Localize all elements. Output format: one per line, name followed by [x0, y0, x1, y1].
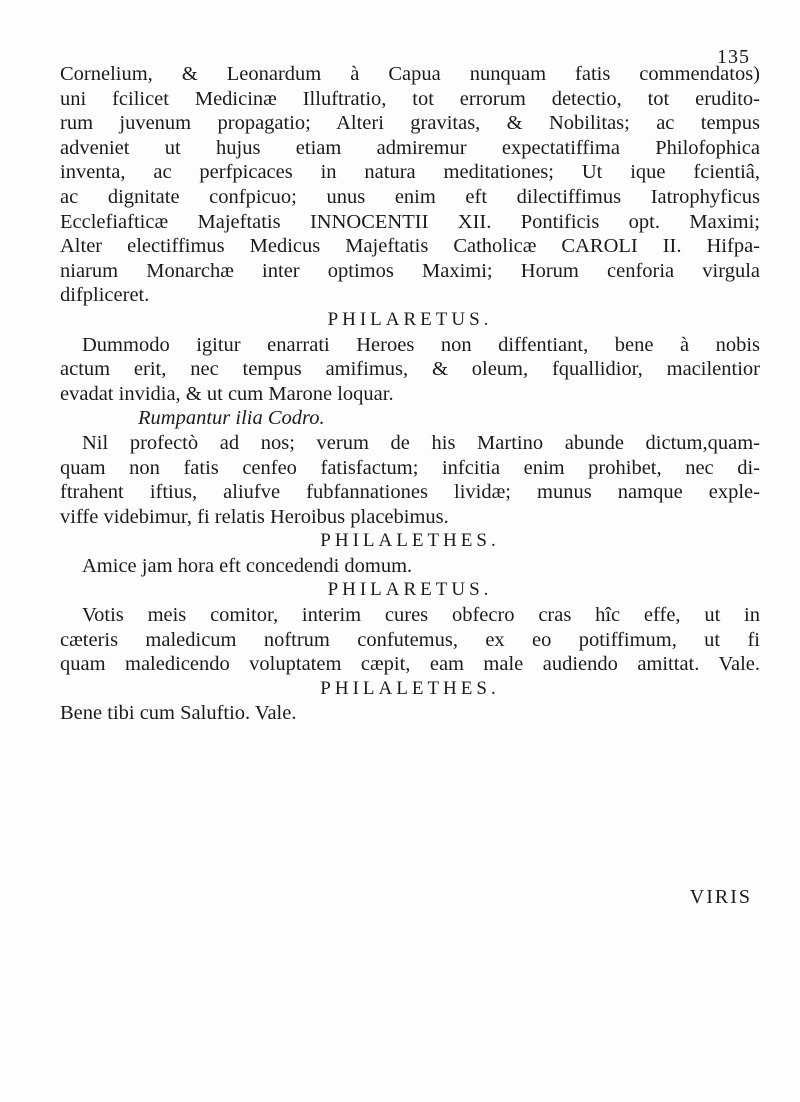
- text-line: adveniet ut hujus etiam admiremur expectatiffima Philofophica: [60, 136, 760, 159]
- text-line: ac dignitate confpicuo; unus enim eft dilectiffimus Iatrophyficus: [60, 185, 760, 208]
- text-line: evadat invidia, & ut cum Marone loquar.: [60, 382, 394, 405]
- body-text: [60, 62, 760, 726]
- catchword: VIRIS: [689, 886, 752, 908]
- text-line: inventa, ac perfpicaces in natura meditationes; Ut ique fcientiâ,: [60, 161, 760, 184]
- text-line: Cornelium, & Leonardum à Capua nunquam fatis commendatos): [60, 63, 760, 85]
- text-line: rum juvenum propagatio; Alteri gravitas, & Nobilitas; ac tempus: [60, 112, 760, 135]
- text-line: viffe videbimur, fi relatis Heroibus placebimus.: [60, 505, 449, 528]
- speaker-heading: PHILALETHES.: [320, 677, 500, 699]
- verse-quotation: Rumpantur ilia Codro.: [138, 407, 325, 430]
- text-line: ftrahent iftius, aliufve fubfannationes lividæ; munus namque exple-: [60, 481, 760, 504]
- speaker-heading: PHILALETHES.: [320, 530, 500, 552]
- text-line: Dummodo igitur enarrati Heroes non diffentiant, bene à nobis: [82, 333, 760, 356]
- text-line: Ecclefiafticæ Majeftatis INNOCENTII XII. Pontificis opt. Maximi;: [60, 210, 760, 233]
- speaker-heading: PHILARETUS.: [327, 308, 493, 330]
- text-line: actum erit, nec tempus amifimus, & oleum, fquallidior, macilentior: [60, 358, 760, 381]
- text-line: Alter electiffimus Medicus Majeftatis Catholicæ CAROLI II. Hifpa-: [60, 235, 760, 258]
- text-line: Votis meis comitor, interim cures obfecro cras hîc effe, ut in: [82, 604, 760, 627]
- page-number: 135: [717, 46, 750, 68]
- text-line: niarum Monarchæ inter optimos Maximi; Horum cenforia virgula: [60, 259, 760, 282]
- text-line: cæteris maledicum noftrum confutemus, ex eo potiffimum, ut fi: [60, 628, 760, 651]
- text-line: quam non fatis cenfeo fatisfactum; infcitia enim prohibet, nec di-: [60, 456, 760, 479]
- text-line: uni fcilicet Medicinæ Illuftratio, tot errorum detectio, tot erudito-: [60, 87, 760, 110]
- text-line: Amice jam hora eft concedendi domum.: [82, 554, 413, 577]
- speaker-heading: PHILARETUS.: [327, 579, 493, 601]
- text-line: Bene tibi cum Saluftio. Vale.: [60, 702, 297, 725]
- text-line: difpliceret.: [60, 284, 150, 307]
- text-line: quam maledicendo voluptatem cæpit, eam male audiendo amittat. Vale.: [60, 653, 760, 676]
- text-line: Nil profectò ad nos; verum de his Martino abunde dictum,quam-: [82, 431, 760, 454]
